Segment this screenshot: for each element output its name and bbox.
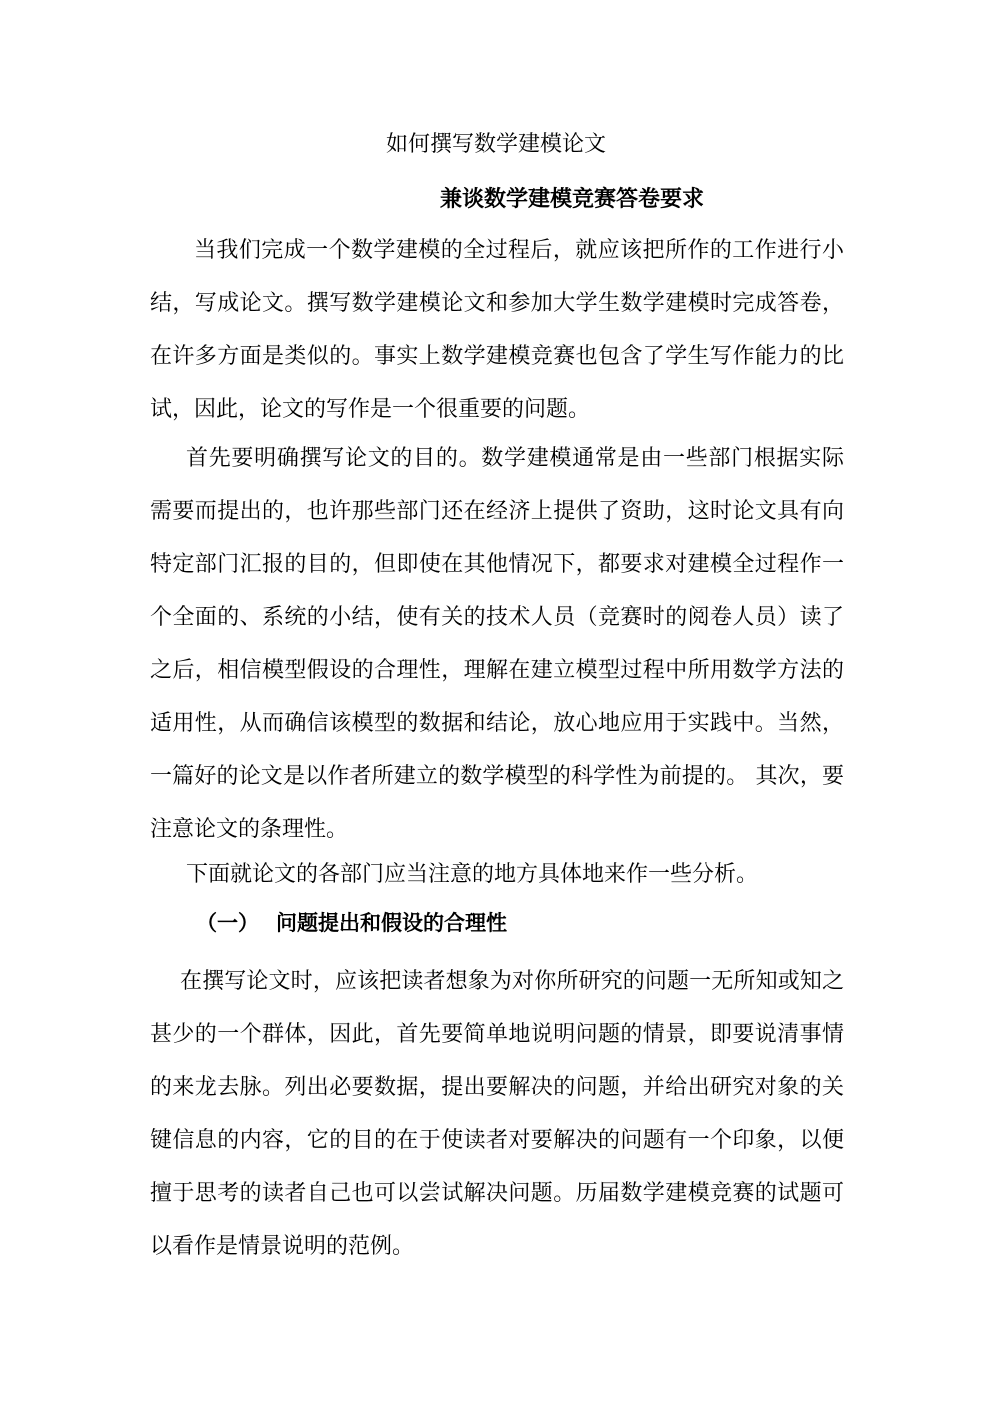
document-subtitle: 兼谈数学建模竞赛答卷要求 xyxy=(440,186,705,212)
paragraph-analysis-intro: 下面就论文的各部门应当注意的地方具体地来作一些分析。 xyxy=(186,862,759,887)
paragraph-purpose: 首先要明确撰写论文的目的。数学建模通常是由一些部门根据实际需要而提出的，也许那些部门还在经济上提供了资助，这时论文具有向特定部门汇报的目的，但即使在其他情况下，都要求对建模全过程作一个全面的、系统的小结，使有关的技术人员（竞赛时的阅卷人员）读了之后，相信模型假设的合理性，理解在建立模型过程中所用数学方法的适用性，从而确信该模型的数据和结论，放心地应用于实践中。当然，一篇好的论文是以作者所建立的数学模型的科学性为前提的。 其次，要注意论文的条理性。 xyxy=(150,446,844,842)
section-title: 问题提出和假设的合理性 xyxy=(276,910,507,935)
paragraph-intro: 当我们完成一个数学建模的全过程后，就应该把所作的工作进行小结，写成论文。撰写数学建模论文和参加大学生数学建模时完成答卷，在许多方面是类似的。事实上数学建模竞赛也包含了学生写作能力的比试，因此，论文的写作是一个很重要的问题。 xyxy=(150,238,844,422)
paragraph-section-body: 在撰写论文时，应该把读者想象为对你所研究的问题一无所知或知之甚少的一个群体，因此，首先要简单地说明问题的情景，即要说清事情的来龙去脉。列出必要数据，提出要解决的问题，并给出研究对象的关键信息的内容，它的目的在于使读者对要解决的问题有一个印象，以便擅于思考的读者自己也可以尝试解决问题。历届数学建模竞赛的试题可以看作是情景说明的范例。 xyxy=(150,969,844,1259)
section-number: （一） xyxy=(196,910,259,935)
section-heading xyxy=(196,906,507,940)
document-title: 如何撰写数学建模论文 xyxy=(385,132,606,157)
